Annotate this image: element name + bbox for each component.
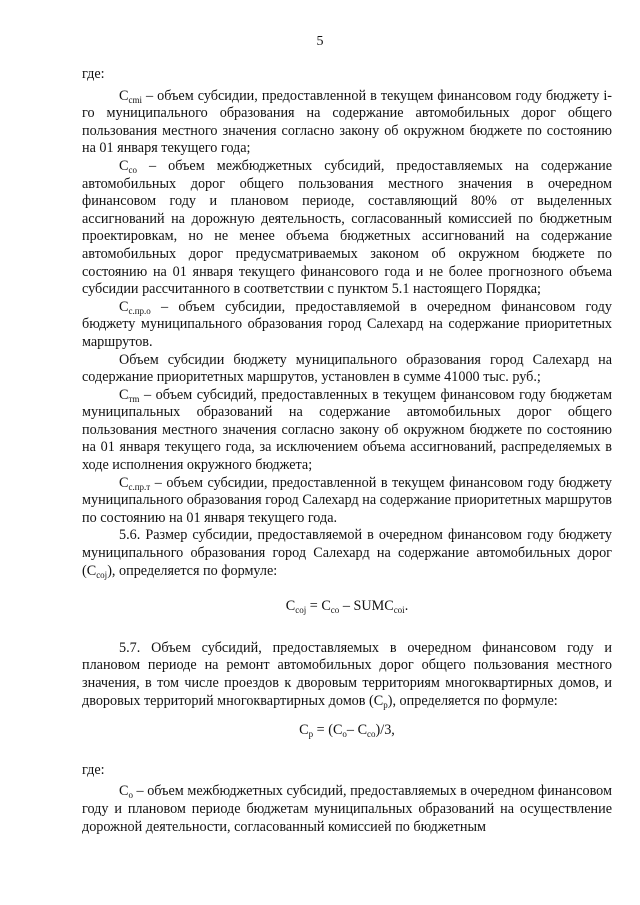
clause-5-6	[82, 527, 612, 580]
formula-part: )/3,	[375, 722, 395, 739]
formula-coj	[82, 598, 612, 616]
clause-text: 5.6. Размер субсидии, предоставляемой в очередном финансовом году бюджету муниципального образования город Салехард на содержание автомобильных дорог (С	[82, 527, 612, 579]
formula-part: .	[404, 598, 409, 615]
where-label: где:	[82, 66, 105, 82]
symbol-subscript: с.пр.о	[128, 305, 151, 316]
symbol: С	[119, 783, 129, 800]
volume-paragraph: Объем субсидии бюджету муниципального образования город Салехард на содержание приоритетных маршрутов, установлен в сумме 41000 тыс. руб.;	[82, 351, 612, 386]
definition-text: – объем субсидий, предоставленных в текущем финансовом году бюджетам муниципальных образований на содержание автомобильных дорог общего пользования местного значения согласно закону об окружном бюджете по состоянию на 01 января текущего года, за исключением объема ассигнований, распределяемых в ходе исполнения окружного бюджета;	[82, 386, 612, 474]
formula-subscript: соi	[393, 605, 405, 616]
document-body	[82, 66, 612, 836]
where-label: где:	[82, 761, 105, 778]
formula-subscript: соj	[295, 605, 307, 616]
symbol-subscript: со	[128, 164, 137, 175]
page-number: 5	[316, 34, 324, 49]
definition-cco	[82, 158, 612, 299]
formula-subscript: со	[330, 605, 340, 616]
formula-part: = (С	[313, 722, 343, 739]
definition-text: – объем межбюджетных субсидий, предоставляемых на содержание автомобильных дорог общего пользования местного значения в очередном финансовом году и плановом периоде, составляющий 80% от выделенных ассигнований на дорожную деятельность, согласованный комиссией по бюджетным проектировкам, но не менее объема бюджетных ассигнований на содержание автомобильных дорог предусматриваемых законом об окружном бюджете по состоянию на 01 января текущего финансового года и не более прогнозного объема субсидии рассчитанного в соответствии с пунктом 5.1 настоящего Порядка;	[82, 157, 612, 298]
definition-text: – объем субсидии, предоставляемой в очередном финансовом году бюджету муниципального образования город Салехард на содержание приоритетных маршрутов.	[82, 298, 612, 350]
formula-subscript: р	[308, 729, 314, 740]
clause-text: 5.7. Объем субсидий, предоставляемых в очередном финансовом году и плановом периоде на ремонт автомобильных дорог общего пользования местного значения, в том числе проездов к дворовым территориям многоквартирных домов, и дворовых территорий многоквартирных домов (С	[82, 639, 612, 709]
symbol-subscript: cmi	[128, 94, 142, 105]
formula-part: – С	[346, 722, 368, 739]
symbol-subscript: тm	[128, 393, 140, 404]
formula-part: = С	[306, 598, 331, 615]
formula-subscript: о	[342, 729, 347, 740]
definition-text: – объем межбюджетных субсидий, предоставляемых в очередном финансовом году и плановом периоде бюджетам муниципальных образований на осуществление дорожной деятельности, согласованный комиссией по бюджетным	[82, 783, 612, 835]
formula-subscript: со	[367, 729, 376, 740]
definition-co	[82, 783, 612, 836]
symbol-subscript: о	[128, 790, 133, 801]
formula-symbol: С	[299, 722, 309, 739]
definition-cmi	[82, 88, 612, 158]
symbol: С	[119, 386, 129, 403]
symbol: С	[119, 474, 129, 491]
definition-text: – объем субсидии, предоставленной в текущем финансовом году бюджету муниципального образования город Салехард на содержание приоритетных маршрутов по состоянию на 01 января текущего года.	[82, 474, 612, 526]
clause-5-7	[82, 640, 612, 710]
symbol-subscript: с.пр.т	[128, 481, 151, 492]
symbol: С	[119, 157, 129, 174]
symbol-subscript: р	[383, 699, 388, 710]
symbol-subscript: соj	[96, 569, 108, 580]
clause-tail: ), определяется по формуле:	[387, 692, 558, 709]
symbol: С	[119, 87, 129, 104]
definition-ctm	[82, 387, 612, 475]
definition-cpro	[82, 299, 612, 352]
symbol: С	[119, 298, 129, 315]
definition-text: – объем субсидии, предоставленной в текущем финансовом году бюджету i-го муниципального образования на содержание автомобильных дорог общего пользования местного значения согласно закону об окружном бюджете по состоянию на 01 января текущего года;	[82, 87, 612, 157]
formula-part: – SUMС	[339, 598, 394, 615]
formula-cp	[82, 722, 612, 740]
formula-symbol: С	[285, 598, 296, 615]
clause-tail: ), определяется по формуле:	[107, 562, 278, 579]
definition-cprt	[82, 475, 612, 528]
